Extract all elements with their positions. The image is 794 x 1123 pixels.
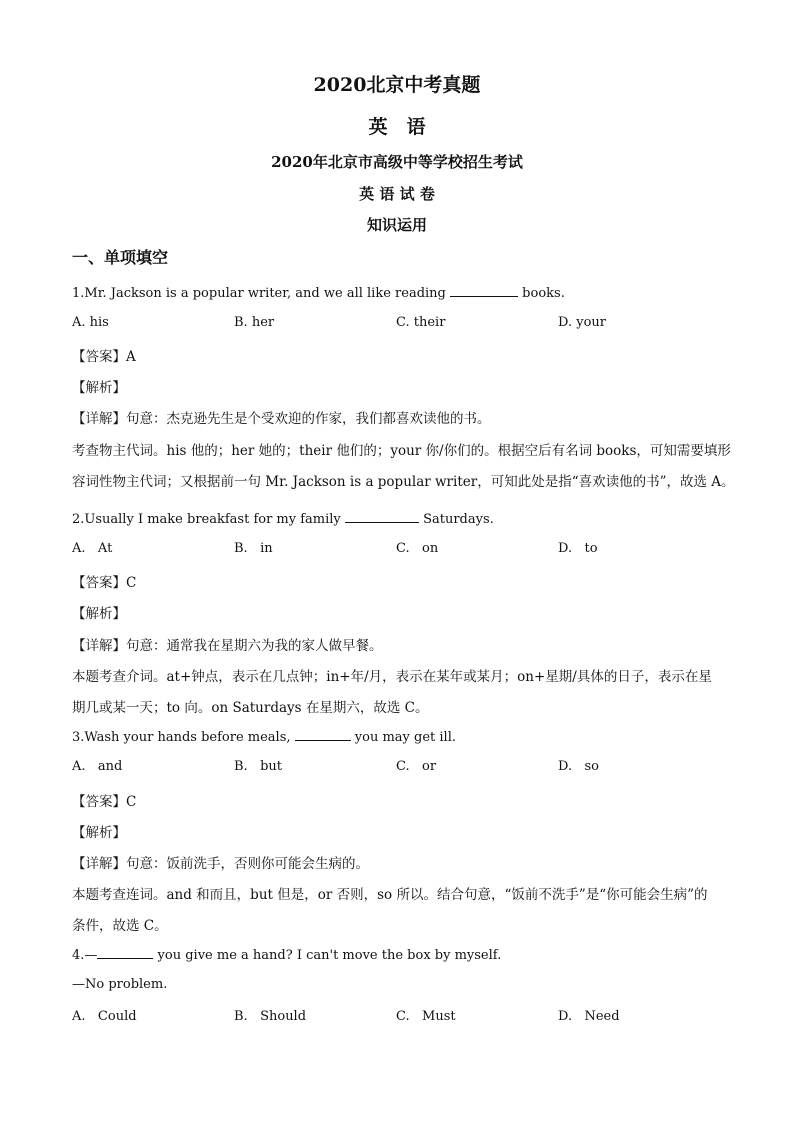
q2-option-a: A. At (72, 541, 113, 556)
q1-detail-2: 考查物主代词。his 他的；her 她的；their 他们的；your 你/你们的。根据空后有名词 books，可知需要填形 (72, 443, 731, 459)
q3-answer: 【答案】C (72, 794, 137, 810)
q1-option-d: D. your (558, 315, 606, 330)
q1-option-a: A. his (72, 315, 109, 330)
q2-detail-1: 【详解】句意：通常我在星期六为我的家人做早餐。 (72, 638, 383, 654)
answer-blank (97, 946, 153, 959)
q2-option-d: D. to (558, 541, 598, 556)
q4-option-c: C. Must (396, 1009, 456, 1024)
q1-detail-1: 【详解】句意：杰克逊先生是个受欢迎的作家，我们都喜欢读他的书。 (72, 411, 491, 427)
q3-analysis-label: 【解析】 (72, 825, 126, 841)
q1-option-c: C. their (396, 315, 446, 330)
paper-title: 英 语 试 卷 (359, 185, 435, 203)
q4-option-b: B. Should (234, 1009, 307, 1024)
question-3-stem: 3.Wash your hands before meals, you may get ill. (72, 730, 456, 745)
answer-blank (295, 728, 351, 741)
answer-blank (450, 284, 518, 297)
q4-option-a: A. Could (72, 1009, 137, 1024)
q1-option-b: B. her (234, 315, 275, 330)
question-4-reply: —No problem. (72, 977, 168, 992)
q2-answer: 【答案】C (72, 575, 137, 591)
q3-option-c: C. or (396, 759, 437, 774)
q2-detail-3: 期几或某一天；to 向。on Saturdays 在星期六，故选 C。 (72, 700, 429, 716)
question-2-stem: 2.Usually I make breakfast for my family Saturdays. (72, 512, 494, 527)
q3-detail-2: 本题考查连词。and 和而且，but 但是，or 否则，so 所以。结合句意，“饭前不洗手”是“你可能会生病”的 (72, 887, 708, 903)
part-title: 知识运用 (366, 216, 427, 234)
q3-option-d: D. so (558, 759, 599, 774)
q4-option-d: D. Need (558, 1009, 620, 1024)
section-title: 一、单项填空 (72, 248, 169, 267)
doc-title: 2020北京中考真题 (313, 74, 481, 96)
subject-title: 英 语 (368, 116, 426, 138)
q3-detail-1: 【详解】句意：饭前洗手，否则你可能会生病的。 (72, 856, 369, 872)
q3-option-b: B. but (234, 759, 283, 774)
q3-option-a: A. and (72, 759, 123, 774)
answer-blank (345, 510, 419, 523)
q2-option-b: B. in (234, 541, 273, 556)
q3-detail-3: 条件，故选 C。 (72, 918, 168, 934)
exam-title: 2020年北京市高级中等学校招生考试 (271, 153, 523, 171)
question-4-stem: 4.— you give me a hand? I can't move the box by myself. (72, 948, 502, 963)
q1-analysis-label: 【解析】 (72, 380, 126, 396)
q2-option-c: C. on (396, 541, 439, 556)
q1-answer: 【答案】A (72, 349, 136, 365)
q2-detail-2: 本题考查介词。at+钟点，表示在几点钟；in+年/月，表示在某年或某月；on+星期/具体的日子，表示在星 (72, 669, 712, 685)
q2-analysis-label: 【解析】 (72, 606, 126, 622)
question-1-stem: 1.Mr. Jackson is a popular writer, and we all like reading books. (72, 286, 565, 301)
q1-detail-3: 容词性物主代词；又根据前一句 Mr. Jackson is a popular writer，可知此处是指“喜欢读他的书”，故选 A。 (72, 474, 735, 490)
